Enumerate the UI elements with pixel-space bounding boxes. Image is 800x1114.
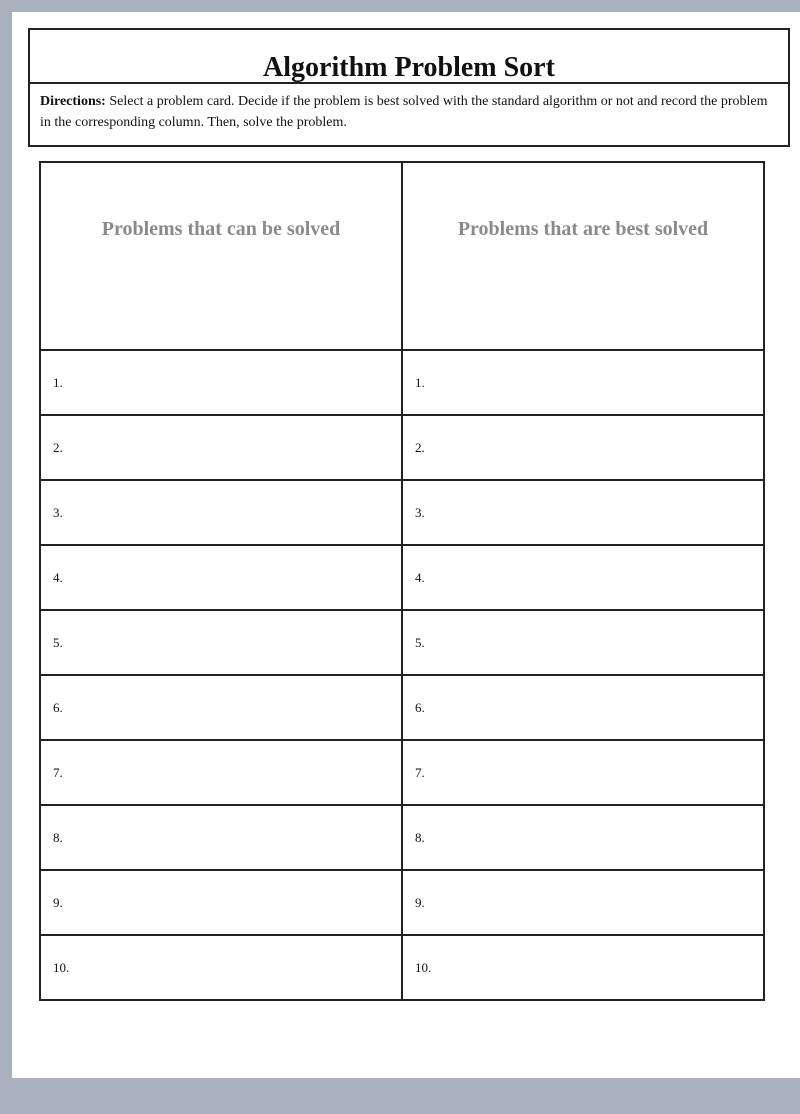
table-header-row: [40, 162, 764, 350]
row-cell-left[interactable]: 2.: [40, 415, 402, 480]
worksheet-page: [12, 12, 800, 1078]
row-cell-left[interactable]: 8.: [40, 805, 402, 870]
row-cell-left[interactable]: 9.: [40, 870, 402, 935]
directions-label: Directions:: [40, 94, 106, 109]
row-cell-left[interactable]: 3.: [40, 480, 402, 545]
table-row: [40, 350, 764, 415]
directions-text: Select a problem card. Decide if the problem is best solved with the standard algorithm or not and record the problem in the corresponding column. Then, solve the problem.: [40, 94, 768, 130]
row-cell-right[interactable]: 2.: [402, 415, 764, 480]
problem-sort-table: [39, 161, 765, 1001]
page-title: Algorithm Problem Sort: [263, 52, 555, 83]
directions: [30, 84, 788, 133]
table-row: [40, 805, 764, 870]
table-row: [40, 740, 764, 805]
row-cell-left[interactable]: 5.: [40, 610, 402, 675]
table-row: [40, 935, 764, 1000]
row-cell-right[interactable]: 4.: [402, 545, 764, 610]
table-row: [40, 480, 764, 545]
row-cell-left[interactable]: 6.: [40, 675, 402, 740]
row-cell-right[interactable]: 1.: [402, 350, 764, 415]
row-cell-left[interactable]: 7.: [40, 740, 402, 805]
title-row: [30, 30, 788, 84]
row-cell-right[interactable]: 6.: [402, 675, 764, 740]
row-cell-right[interactable]: 7.: [402, 740, 764, 805]
table-row: [40, 415, 764, 480]
table-row: [40, 545, 764, 610]
column-header-can-be-solved: Problems that can be solved: [40, 162, 402, 350]
row-cell-left[interactable]: 10.: [40, 935, 402, 1000]
row-cell-left[interactable]: 1.: [40, 350, 402, 415]
table-row: [40, 610, 764, 675]
row-cell-right[interactable]: 5.: [402, 610, 764, 675]
row-cell-right[interactable]: 8.: [402, 805, 764, 870]
row-cell-right[interactable]: 10.: [402, 935, 764, 1000]
table-row: [40, 675, 764, 740]
row-cell-right[interactable]: 9.: [402, 870, 764, 935]
column-header-best-solved: Problems that are best solved: [402, 162, 764, 350]
table-row: [40, 870, 764, 935]
row-cell-left[interactable]: 4.: [40, 545, 402, 610]
row-cell-right[interactable]: 3.: [402, 480, 764, 545]
header-box: [28, 28, 790, 147]
